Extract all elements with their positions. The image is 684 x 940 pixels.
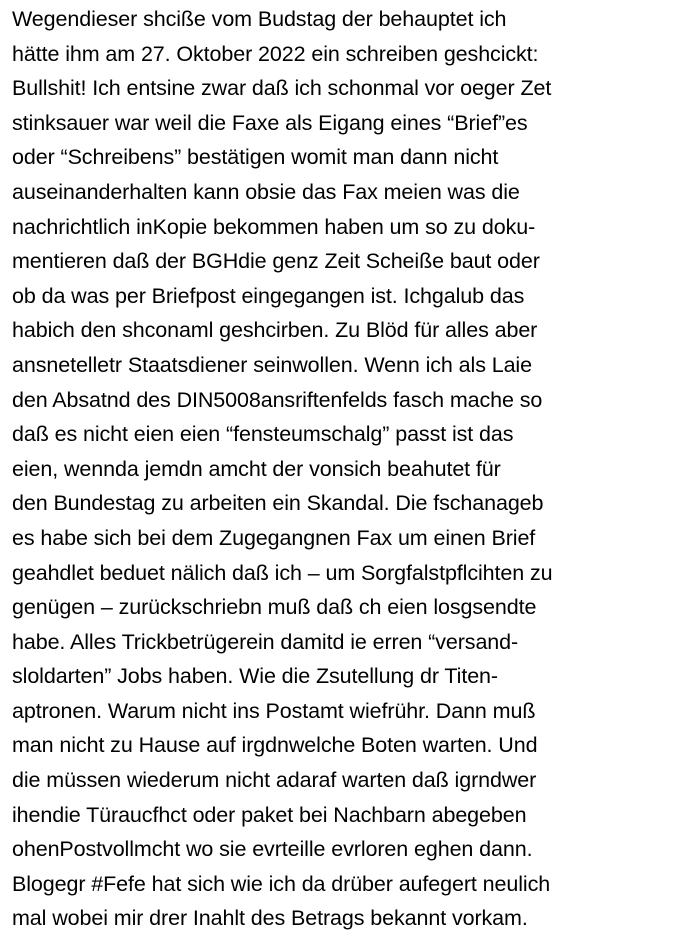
text-line: ob da was per Briefpost eingegangen ist. Ichgalub das (12, 283, 525, 308)
text-line: ohenPostvollmcht wo sie evrteille evrloren eghen dann. (12, 837, 533, 862)
text-line: stinksauer war weil die Faxe als Eigang eines “Brief”es (12, 110, 528, 135)
text-line: den Bundestag zu arbeiten ein Skandal. Die fschanageb (12, 491, 544, 516)
text-line: ansnetelletr Staatsdiener seinwollen. Wenn ich als Laie (12, 352, 532, 377)
text-line: oder “Schreibens” bestätigen womit man dann nicht (12, 145, 499, 170)
text-line: Blogegr #Fefe hat sich wie ich da drüber aufegert neulich (12, 871, 551, 896)
text-line: mentieren daß der BGHdie genz Zeit Scheiße baut oder (12, 249, 540, 274)
text-line: genügen – zurückschriebn muß daß ch eien losgsendte (12, 595, 537, 620)
text-line: habich den shconaml geshcirben. Zu Blöd für alles aber (12, 318, 538, 343)
text-line: sloldarten” Jobs haben. Wie die Zsutellung dr Titen- (12, 664, 498, 689)
body-text (12, 2, 680, 936)
text-line: ihendie Türaucfhct oder paket bei Nachbarn abegeben (12, 802, 527, 827)
text-line: mal wobei mir drer Inahlt des Betrags bekannt vorkam. (12, 906, 528, 931)
text-line: Bullshit! Ich entsine zwar daß ich schonmal vor oeger Zet (12, 76, 552, 101)
text-line: man nicht zu Hause auf irgdnwelche Boten warten. Und (12, 733, 538, 758)
text-line: auseinanderhalten kann obsie das Fax meien was die (12, 179, 520, 204)
text-line: Wegendieser shciße vom Budstag der behauptet ich (12, 7, 507, 31)
text-line: eien, wennda jemdn amcht der vonsich beahutet für (12, 456, 501, 481)
text-line: geahdlet beduet nälich daß ich – um Sorgfalstpflcihten zu (12, 560, 553, 585)
text-line: es habe sich bei dem Zugegangnen Fax um einen Brief (12, 525, 536, 550)
text-line: nachrichtlich inKopie bekommen haben um so zu doku- (12, 214, 536, 239)
text-line: den Absatnd des DIN5008ansriftenfelds fasch mache so (12, 387, 543, 412)
text-line: habe. Alles Trickbetrügerein damitd ie erren “versand- (12, 629, 519, 654)
text-line: aptronen. Warum nicht ins Postamt wiefrühr. Dann muß (12, 698, 536, 723)
text-line: daß es nicht eien eien “fensteumschalg” passt ist das (12, 422, 514, 447)
text-line: die müssen wiederum nicht adaraf warten daß igrndwer (12, 768, 537, 793)
text-line: hätte ihm am 27. Oktober 2022 ein schreiben geshcickt: (12, 41, 539, 66)
